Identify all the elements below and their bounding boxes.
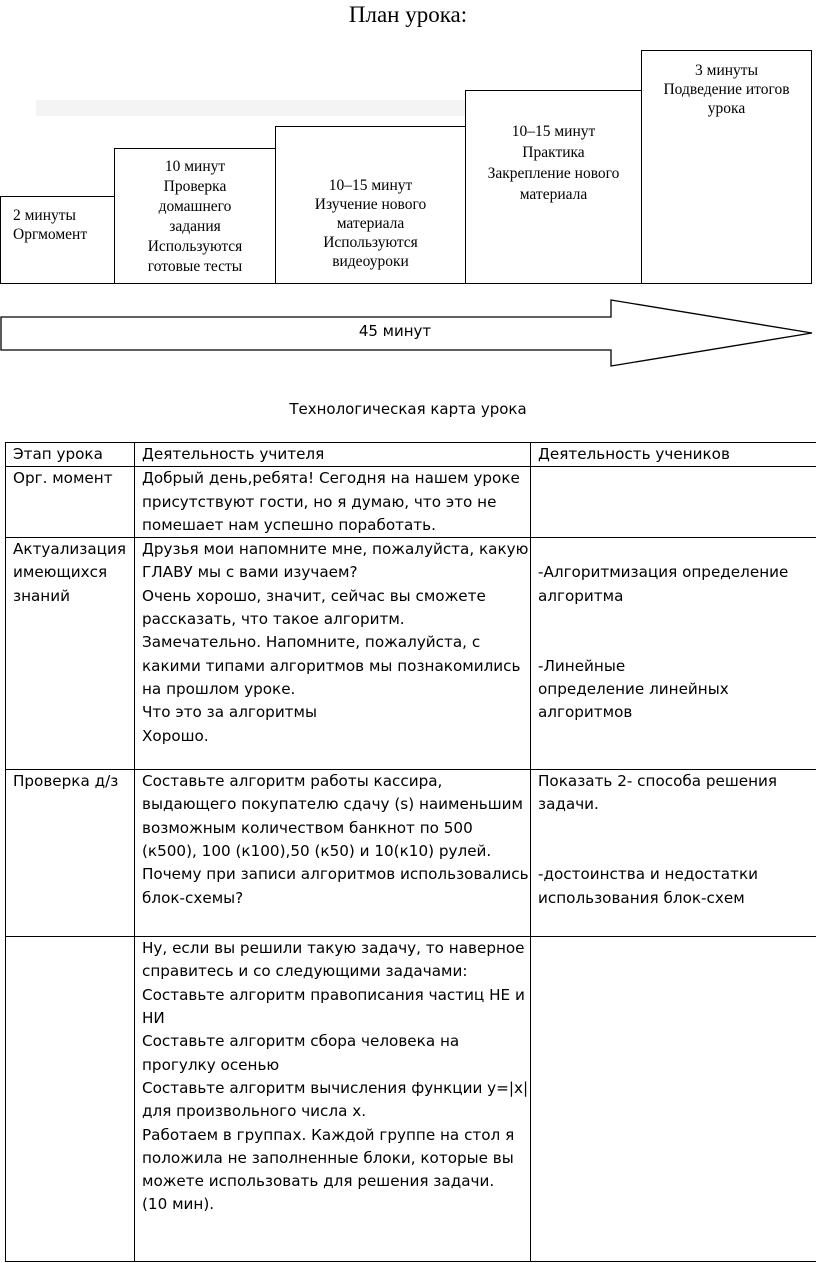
table-row <box>6 538 816 770</box>
stage-cell: Проверка д/з <box>6 770 135 937</box>
teacher-cell: Друзья мои напомните мне, пожалуйста, какую ГЛАВУ мы с вами изучаем? Очень хорошо, значит, сейчас вы сможете рассказать, что такое алгоритм. Замечательно. Напомните, пожалуйста, с какими типами алгоритмов мы познакомились на прошлом уроке. Что это за алгоритмы Хорошо. <box>135 538 531 770</box>
students-cell: Показать 2- способа решения задачи. -достоинства и недостатки использования блок-схем <box>531 770 816 937</box>
students-cell <box>531 937 816 1262</box>
timeline-step-new-material <box>275 126 466 284</box>
techmap-title: Технологическая карта урока <box>289 400 527 418</box>
header-teacher: Деятельность учителя <box>135 443 531 467</box>
teacher-cell: Составьте алгоритм работы кассира, выдающего покупателю сдачу (s) наименьшим возможным количеством банкнот по 500 (к500), 100 (к100),50 (к50) и 10(к10) рулей. Почему при записи алгоритмов использовались блок-схемы? <box>135 770 531 937</box>
stage-cell: Актуализация имеющихся знаний <box>6 538 135 770</box>
timeline-step-homework-check <box>114 148 276 284</box>
timeline-step-practice <box>465 90 642 284</box>
timeline-step-orgmoment <box>0 196 115 284</box>
step-text: 10–15 минут Практика Закрепление нового материала <box>487 123 620 203</box>
students-cell: -Алгоритмизация определение алгоритма -Линейные определение линейных алгоритмов <box>531 538 816 770</box>
plan-title: План урока: <box>348 2 468 27</box>
table-header-row <box>6 443 816 467</box>
step-text: 10–15 минут Изучение нового материала Используются видеоуроки <box>314 177 427 270</box>
timeline-step-summary <box>641 50 812 284</box>
step-text: 2 минуты Оргмомент <box>13 207 88 243</box>
header-students: Деятельность учеников <box>531 443 816 467</box>
step-text: 10 минут Проверка домашнего задания Используются готовые тесты <box>147 158 243 275</box>
table-row <box>6 937 816 1262</box>
techmap-table <box>5 442 816 1262</box>
total-duration-label: 45 минут <box>358 322 432 340</box>
stage-cell: Орг. момент <box>6 467 135 538</box>
table-row <box>6 770 816 937</box>
students-cell <box>531 467 816 538</box>
teacher-cell: Ну, если вы решили такую задачу, то наверное справитесь и со следующими задачами: Составьте алгоритм правописания частиц НЕ и НИ Составьте алгоритм сбора человека на прогулку осенью Составьте алгоритм вычисления функции y=|x| для произвольного числа x. Работаем в группах. Каждой группе на стол я положила не заполненные блоки, которые вы можете использовать для решения задачи. (10 мин). <box>135 937 531 1262</box>
stage-cell <box>6 937 135 1262</box>
faint-line <box>36 100 466 116</box>
header-stage: Этап урока <box>6 443 135 467</box>
teacher-cell: Добрый день,ребята! Сегодня на нашем уроке присутствуют гости, но я думаю, что это не помешает нам успешно поработать. <box>135 467 531 538</box>
table-row <box>6 467 816 538</box>
step-text: 3 минуты Подведение итогов урока <box>663 62 790 117</box>
